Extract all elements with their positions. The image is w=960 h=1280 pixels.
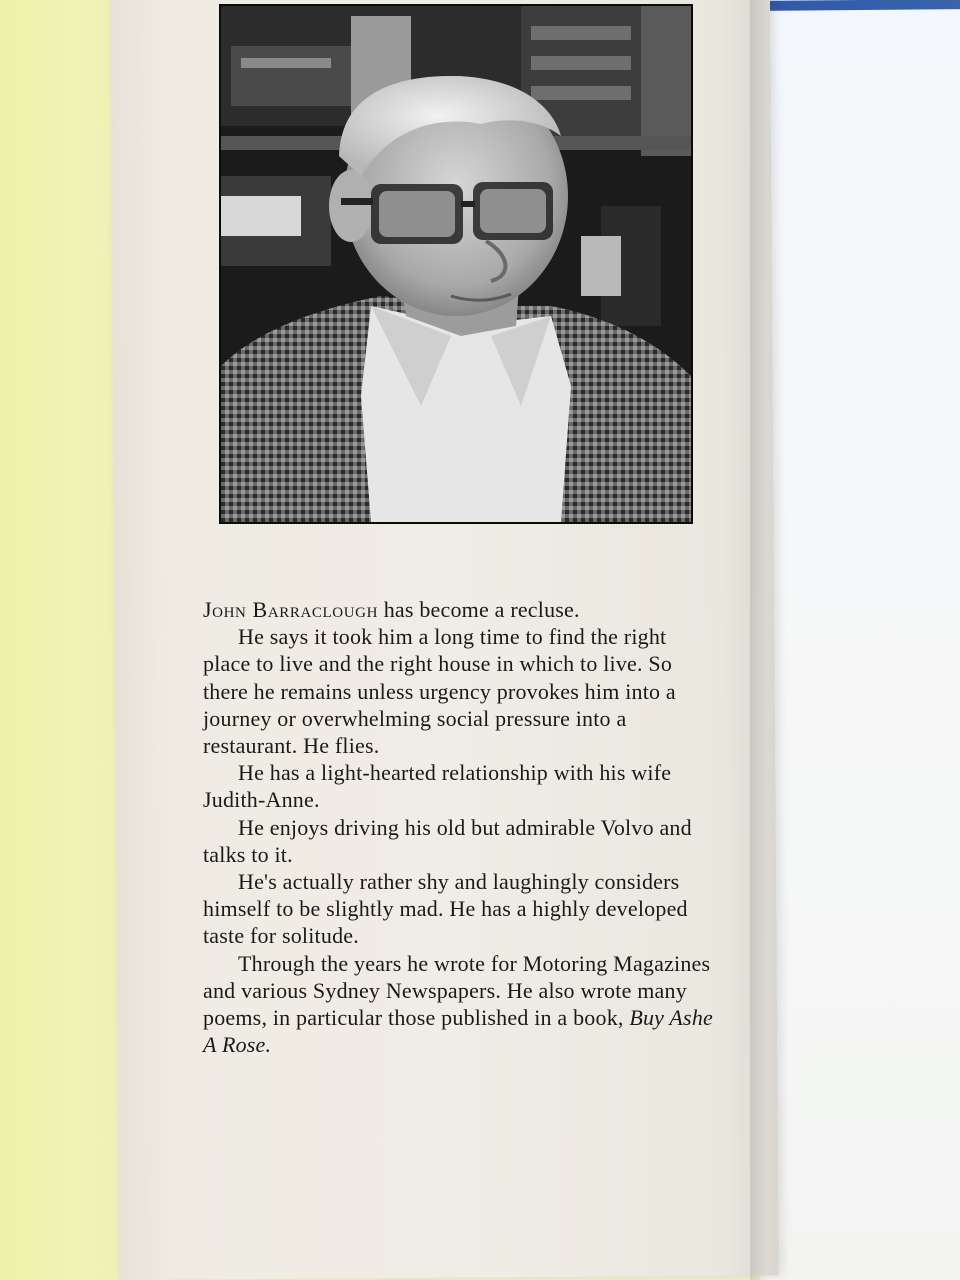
backdrop-right — [760, 0, 960, 1280]
author-photo — [219, 4, 693, 524]
blue-book-edge — [760, 0, 960, 11]
bio-paragraph-3: He has a light-hearted relationship with his wife Judith-Anne. — [203, 760, 672, 813]
author-bio — [203, 596, 713, 1058]
bio-paragraph-1 — [203, 596, 713, 623]
bio-paragraph-6-text: Through the years he wrote for Motoring Magazines and various Sydney Newspapers. He also wrote many poems, in particular those published in a book, — [203, 950, 711, 1031]
bio-paragraph-1-text: has become a recluse. — [383, 597, 580, 622]
bio-paragraph-5: He's actually rather shy and laughingly considers himself to be slightly mad. He has a highly developed taste for solitude. — [203, 869, 688, 949]
bio-paragraph-6 — [203, 950, 713, 1059]
flap-shadow — [750, 0, 768, 1280]
portrait-photo-icon — [221, 6, 691, 522]
book-title: Buy Ashe A Rose. — [203, 1005, 713, 1058]
author-name: John Barraclough — [203, 597, 379, 622]
bio-paragraph-2: He says it took him a long time to find the right place to live and the right house in which to live. So there he remains unless urgency provokes him into a journey or overwhelming social pressure into a restaurant. He flies. — [203, 624, 676, 759]
bio-paragraph-4: He enjoys driving his old but admirable Volvo and talks to it. — [203, 814, 692, 867]
